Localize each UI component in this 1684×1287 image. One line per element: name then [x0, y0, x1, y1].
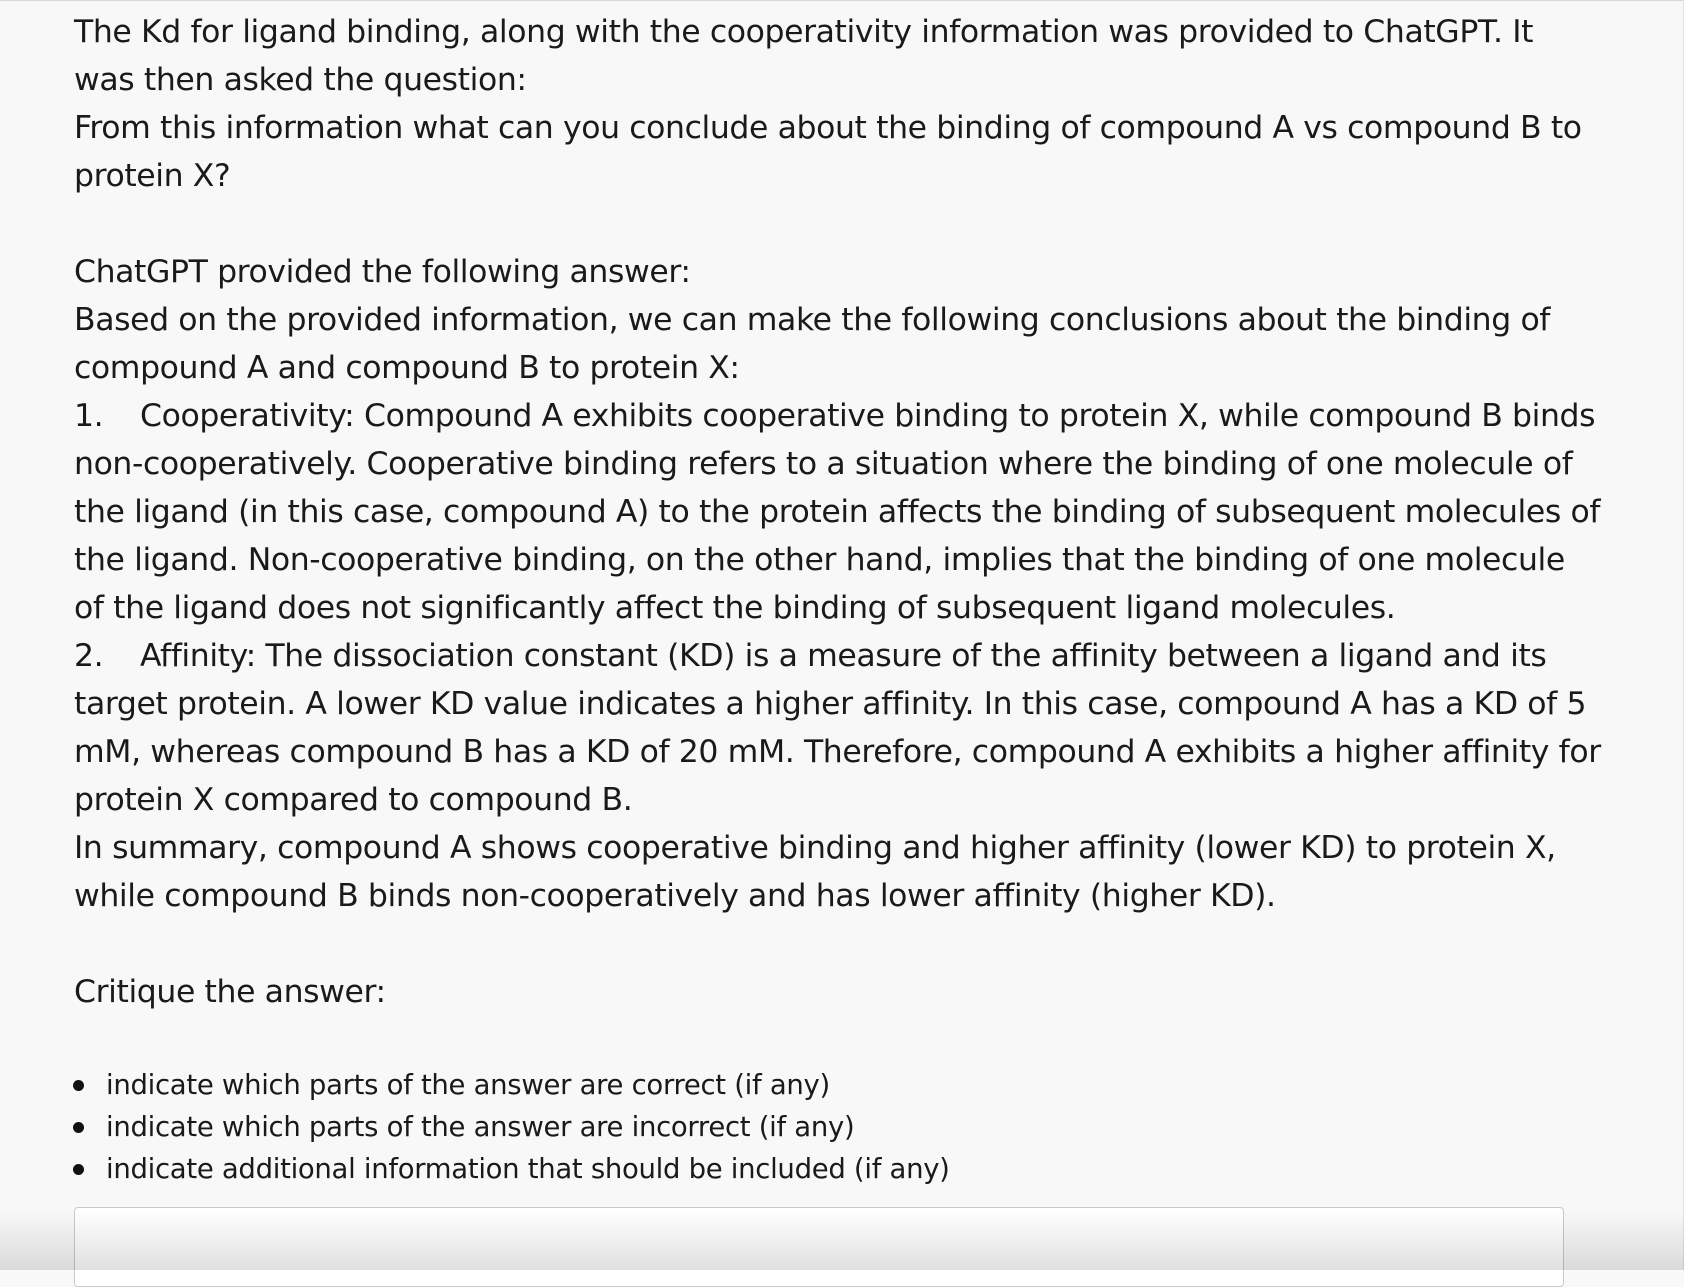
- point-line: Affinity: The dissociation constant (KD) is a measure of the affinity between a ligand and its: [140, 638, 1547, 674]
- intro-line: was then asked the question:: [74, 62, 527, 98]
- answer-lead-line: compound A and compound B to protein X:: [74, 350, 740, 386]
- spacer: [74, 920, 1634, 968]
- response-textarea[interactable]: [74, 1207, 1564, 1287]
- point-line: the ligand. Non-cooperative binding, on the other hand, implies that the binding of one molecule: [74, 542, 1565, 578]
- list-item: [70, 1106, 1570, 1148]
- answer-point-2: [74, 632, 1634, 824]
- point-line: Cooperativity: Compound A exhibits cooperative binding to protein X, while compound B binds: [140, 398, 1596, 434]
- question-line: From this information what can you conclude about the binding of compound A vs compound B to: [74, 110, 1582, 146]
- list-item: [70, 1148, 1570, 1190]
- spacer: [74, 200, 1634, 248]
- answer-summary-line: while compound B binds non-cooperatively and has lower affinity (higher KD).: [74, 878, 1276, 914]
- critique-prompt: Critique the answer:: [74, 974, 386, 1010]
- point-line: non-cooperatively. Cooperative binding refers to a situation where the binding of one molecule of: [74, 446, 1573, 482]
- bullet-icon: [73, 1080, 84, 1091]
- question-line: protein X?: [74, 158, 231, 194]
- instruction-text: indicate which parts of the answer are incorrect (if any): [106, 1111, 855, 1143]
- point-line: mM, whereas compound B has a KD of 20 mM. Therefore, compound A exhibits a higher affinity for: [74, 734, 1601, 770]
- answer-lead-line: Based on the provided information, we can make the following conclusions about the binding of: [74, 302, 1551, 338]
- bullet-icon: [73, 1164, 84, 1175]
- answer-summary-line: In summary, compound A shows cooperative binding and higher affinity (lower KD) to protein X,: [74, 830, 1556, 866]
- point-line: target protein. A lower KD value indicates a higher affinity. In this case, compound A has a KD of 5: [74, 686, 1587, 722]
- bullet-icon: [73, 1122, 84, 1133]
- point-line: of the ligand does not significantly affect the binding of subsequent ligand molecules.: [74, 590, 1396, 626]
- point-number: 1.: [74, 398, 104, 434]
- point-line: protein X compared to compound B.: [74, 782, 633, 818]
- point-number: 2.: [74, 638, 104, 674]
- point-line: the ligand (in this case, compound A) to the protein affects the binding of subsequent molecules of: [74, 494, 1601, 530]
- list-item: [70, 1064, 1570, 1106]
- instruction-text: indicate additional information that should be included (if any): [106, 1153, 950, 1185]
- answer-point-1: [74, 392, 1634, 632]
- intro-line: The Kd for ligand binding, along with the cooperativity information was provided to ChatGPT. It: [74, 14, 1534, 50]
- critique-instructions-list: [70, 1064, 1570, 1190]
- question-content: [74, 8, 1634, 1016]
- instruction-text: indicate which parts of the answer are correct (if any): [106, 1069, 830, 1101]
- answer-header: ChatGPT provided the following answer:: [74, 254, 691, 290]
- top-border: [0, 0, 1684, 5]
